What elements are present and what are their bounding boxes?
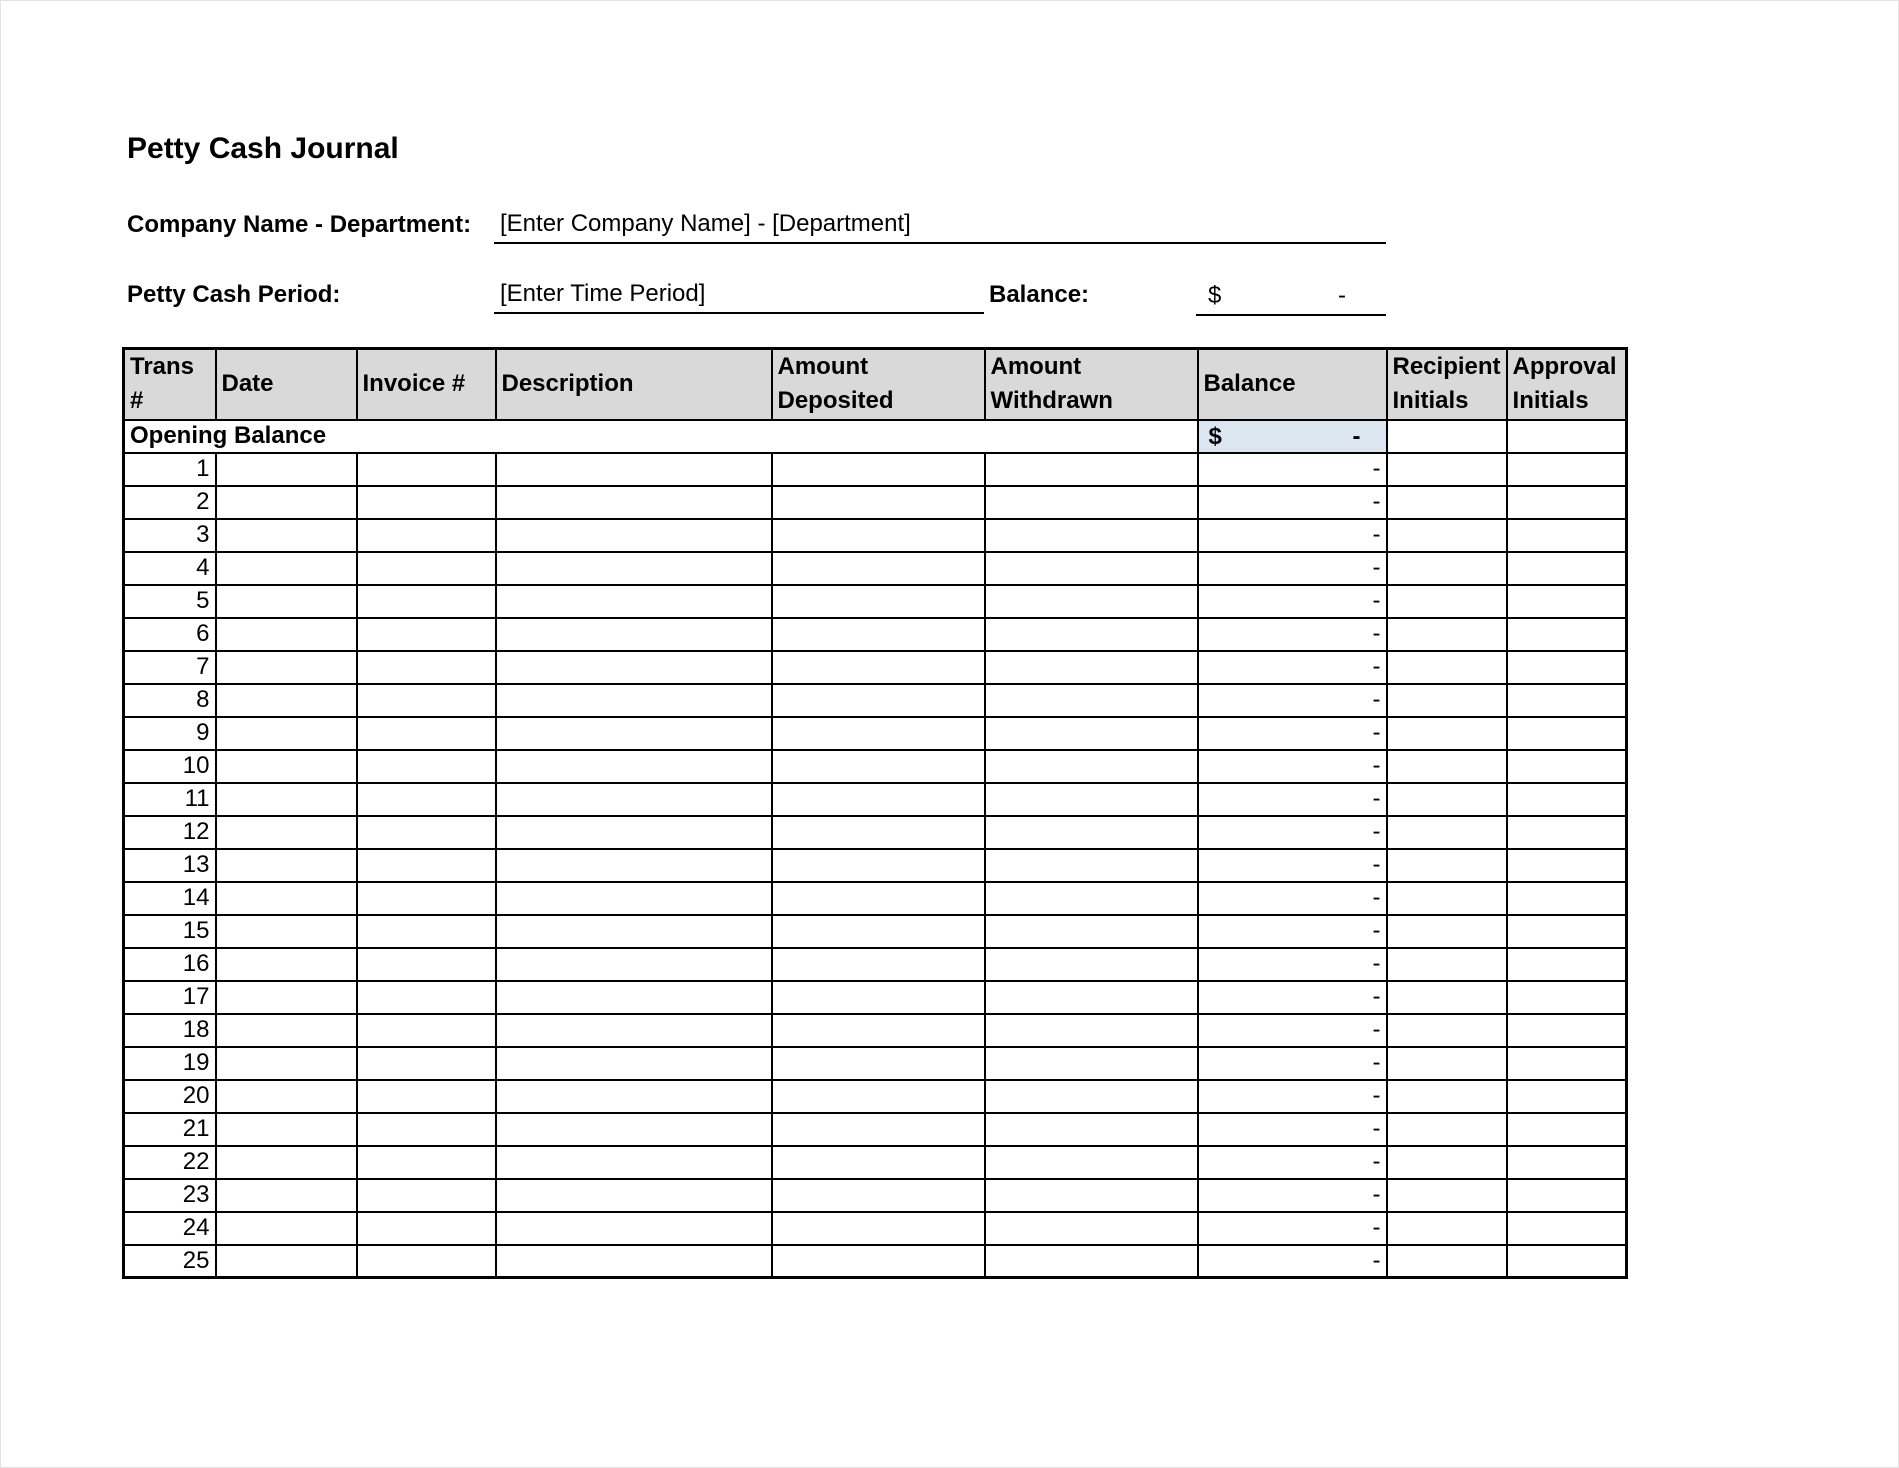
balance-value: - [1338,282,1346,309]
deposited-cell[interactable] [772,618,985,651]
table-row [124,552,1627,585]
recipient-cell[interactable] [1387,750,1507,783]
approval-cell[interactable] [1507,1212,1627,1245]
invoice-cell[interactable] [357,750,496,783]
invoice-cell[interactable] [357,981,496,1014]
balance-cell[interactable]: - [1198,783,1387,816]
withdrawn-cell[interactable] [985,1113,1198,1146]
recipient-cell[interactable] [1387,1047,1507,1080]
period-field[interactable]: [Enter Time Period] [494,278,984,314]
deposited-cell[interactable] [772,684,985,717]
approval-cell[interactable] [1507,1014,1627,1047]
trans-cell[interactable]: 11 [124,783,216,816]
balance-cell[interactable]: - [1198,651,1387,684]
recipient-cell[interactable] [1387,915,1507,948]
withdrawn-cell[interactable] [985,1014,1198,1047]
recipient-cell[interactable] [1387,585,1507,618]
balance-cell[interactable]: - [1198,849,1387,882]
description-cell[interactable] [496,1179,772,1212]
table-row [124,519,1627,552]
balance-cell[interactable]: - [1198,684,1387,717]
journal-table [122,347,1628,1279]
trans-cell[interactable]: 24 [124,1212,216,1245]
recipient-cell[interactable] [1387,948,1507,981]
approval-cell[interactable] [1507,1113,1627,1146]
description-cell[interactable] [496,1113,772,1146]
trans-cell[interactable]: 5 [124,585,216,618]
date-cell[interactable] [216,915,357,948]
trans-cell[interactable]: 7 [124,651,216,684]
company-field[interactable]: [Enter Company Name] - [Department] [494,208,1386,244]
date-cell[interactable] [216,981,357,1014]
withdrawn-cell[interactable] [985,684,1198,717]
table-row [124,816,1627,849]
approval-cell[interactable] [1507,453,1627,486]
withdrawn-cell[interactable] [985,915,1198,948]
invoice-cell[interactable] [357,882,496,915]
deposited-cell[interactable] [772,453,985,486]
table-row [124,1113,1627,1146]
date-cell[interactable] [216,1245,357,1278]
recipient-cell[interactable] [1387,552,1507,585]
recipient-cell[interactable] [1387,1014,1507,1047]
trans-cell[interactable]: 25 [124,1245,216,1278]
withdrawn-cell[interactable] [985,1179,1198,1212]
table-row [124,453,1627,486]
header-trans: Trans # [124,349,216,420]
deposited-cell[interactable] [772,585,985,618]
balance-cell[interactable]: - [1198,1080,1387,1113]
recipient-cell[interactable] [1387,1113,1507,1146]
recipient-cell[interactable] [1387,519,1507,552]
withdrawn-cell[interactable] [985,618,1198,651]
withdrawn-cell[interactable] [985,783,1198,816]
balance-cell[interactable]: - [1198,1146,1387,1179]
deposited-cell[interactable] [772,717,985,750]
opening-balance-currency: $ [1208,422,1222,450]
invoice-cell[interactable] [357,585,496,618]
balance-cell[interactable]: - [1198,618,1387,651]
trans-cell[interactable]: 19 [124,1047,216,1080]
trans-cell[interactable]: 8 [124,684,216,717]
date-cell[interactable] [216,1179,357,1212]
recipient-cell[interactable] [1387,486,1507,519]
table-row [124,750,1627,783]
table-row [124,1014,1627,1047]
recipient-cell[interactable] [1387,849,1507,882]
balance-cell[interactable]: - [1198,1047,1387,1080]
approval-cell[interactable] [1507,1179,1627,1212]
header-balance: Balance [1198,349,1387,420]
table-row [124,1212,1627,1245]
invoice-cell[interactable] [357,1245,496,1278]
recipient-cell[interactable] [1387,651,1507,684]
trans-cell[interactable]: 3 [124,519,216,552]
opening-balance-row [124,420,1627,453]
table-row [124,1179,1627,1212]
description-cell[interactable] [496,783,772,816]
table-row [124,948,1627,981]
approval-cell[interactable] [1507,552,1627,585]
balance-cell[interactable]: - [1198,915,1387,948]
balance-cell[interactable]: - [1198,519,1387,552]
date-cell[interactable] [216,453,357,486]
description-cell[interactable] [496,453,772,486]
date-cell[interactable] [216,1146,357,1179]
invoice-cell[interactable] [357,453,496,486]
description-cell[interactable] [496,618,772,651]
balance-cell[interactable]: - [1198,1179,1387,1212]
date-cell[interactable] [216,750,357,783]
table-row [124,651,1627,684]
deposited-cell[interactable] [772,1080,985,1113]
date-cell[interactable] [216,1080,357,1113]
deposited-cell[interactable] [772,1113,985,1146]
deposited-cell[interactable] [772,1179,985,1212]
description-cell[interactable] [496,552,772,585]
invoice-cell[interactable] [357,1014,496,1047]
approval-cell[interactable] [1507,585,1627,618]
description-cell[interactable] [496,849,772,882]
deposited-cell[interactable] [772,1047,985,1080]
withdrawn-cell[interactable] [985,882,1198,915]
balance-cell[interactable]: - [1198,1245,1387,1278]
description-cell[interactable] [496,1047,772,1080]
recipient-cell[interactable] [1387,1179,1507,1212]
recipient-cell[interactable] [1387,1245,1507,1278]
approval-cell[interactable] [1507,981,1627,1014]
table-row [124,1047,1627,1080]
approval-cell[interactable] [1507,882,1627,915]
header-recipient-initials: Recipient Initials [1387,349,1507,420]
opening-balance-value: - [1352,422,1361,450]
opening-balance-label: Opening Balance [124,420,1198,453]
header-amount-withdrawn: Amount Withdrawn [985,349,1198,420]
withdrawn-cell[interactable] [985,948,1198,981]
withdrawn-cell[interactable] [985,585,1198,618]
trans-cell[interactable]: 18 [124,1014,216,1047]
date-cell[interactable] [216,882,357,915]
invoice-cell[interactable] [357,1212,496,1245]
withdrawn-cell[interactable] [985,816,1198,849]
trans-cell[interactable]: 1 [124,453,216,486]
date-cell[interactable] [216,1113,357,1146]
balance-cell[interactable]: - [1198,717,1387,750]
balance-cell[interactable]: - [1198,1014,1387,1047]
header-amount-deposited: Amount Deposited [772,349,985,420]
description-cell[interactable] [496,1080,772,1113]
table-row [124,915,1627,948]
description-cell[interactable] [496,915,772,948]
date-cell[interactable] [216,519,357,552]
withdrawn-cell[interactable] [985,1047,1198,1080]
date-cell[interactable] [216,684,357,717]
withdrawn-cell[interactable] [985,1080,1198,1113]
deposited-cell[interactable] [772,1212,985,1245]
recipient-cell[interactable] [1387,882,1507,915]
description-cell[interactable] [496,684,772,717]
approval-cell[interactable] [1507,1245,1627,1278]
withdrawn-cell[interactable] [985,651,1198,684]
approval-cell[interactable] [1507,684,1627,717]
date-cell[interactable] [216,948,357,981]
period-label: Petty Cash Period: [127,281,341,308]
header-invoice: Invoice # [357,349,496,420]
date-cell[interactable] [216,849,357,882]
withdrawn-cell[interactable] [985,981,1198,1014]
approval-cell[interactable] [1507,783,1627,816]
trans-cell[interactable]: 15 [124,915,216,948]
table-row [124,486,1627,519]
approval-cell[interactable] [1507,519,1627,552]
description-cell[interactable] [496,585,772,618]
approval-cell[interactable] [1507,486,1627,519]
balance-cell[interactable]: - [1198,453,1387,486]
trans-cell[interactable]: 13 [124,849,216,882]
trans-cell[interactable]: 23 [124,1179,216,1212]
recipient-cell[interactable] [1387,1080,1507,1113]
date-cell[interactable] [216,651,357,684]
description-cell[interactable] [496,750,772,783]
trans-cell[interactable]: 20 [124,1080,216,1113]
approval-cell[interactable] [1507,816,1627,849]
deposited-cell[interactable] [772,948,985,981]
balance-cell[interactable]: - [1198,486,1387,519]
date-cell[interactable] [216,486,357,519]
opening-approval-cell[interactable] [1507,420,1627,453]
description-cell[interactable] [496,948,772,981]
balance-cell[interactable]: - [1198,948,1387,981]
withdrawn-cell[interactable] [985,486,1198,519]
description-cell[interactable] [496,486,772,519]
description-cell[interactable] [496,1146,772,1179]
deposited-cell[interactable] [772,849,985,882]
withdrawn-cell[interactable] [985,552,1198,585]
description-cell[interactable] [496,981,772,1014]
deposited-cell[interactable] [772,1014,985,1047]
opening-recipient-cell[interactable] [1387,420,1507,453]
date-cell[interactable] [216,816,357,849]
header-date: Date [216,349,357,420]
deposited-cell[interactable] [772,816,985,849]
deposited-cell[interactable] [772,486,985,519]
invoice-cell[interactable] [357,486,496,519]
approval-cell[interactable] [1507,1080,1627,1113]
date-cell[interactable] [216,717,357,750]
table-row [124,618,1627,651]
invoice-cell[interactable] [357,618,496,651]
deposited-cell[interactable] [772,519,985,552]
balance-currency: $ [1208,282,1222,309]
table-row [124,1146,1627,1179]
withdrawn-cell[interactable] [985,453,1198,486]
invoice-cell[interactable] [357,915,496,948]
date-cell[interactable] [216,618,357,651]
opening-balance-cell[interactable] [1198,420,1387,453]
trans-cell[interactable]: 4 [124,552,216,585]
recipient-cell[interactable] [1387,981,1507,1014]
approval-cell[interactable] [1507,717,1627,750]
balance-field[interactable] [1196,280,1386,316]
date-cell[interactable] [216,1014,357,1047]
invoice-cell[interactable] [357,1080,496,1113]
deposited-cell[interactable] [772,783,985,816]
invoice-cell[interactable] [357,849,496,882]
invoice-cell[interactable] [357,519,496,552]
invoice-cell[interactable] [357,552,496,585]
balance-label: Balance: [989,281,1090,308]
deposited-cell[interactable] [772,882,985,915]
balance-cell[interactable]: - [1198,552,1387,585]
trans-cell[interactable]: 21 [124,1113,216,1146]
balance-cell[interactable]: - [1198,882,1387,915]
recipient-cell[interactable] [1387,1146,1507,1179]
deposited-cell[interactable] [772,750,985,783]
table-row [124,783,1627,816]
recipient-cell[interactable] [1387,816,1507,849]
trans-cell[interactable]: 9 [124,717,216,750]
approval-cell[interactable] [1507,1146,1627,1179]
deposited-cell[interactable] [772,1146,985,1179]
header-description: Description [496,349,772,420]
recipient-cell[interactable] [1387,618,1507,651]
table-row [124,981,1627,1014]
balance-cell[interactable]: - [1198,1113,1387,1146]
balance-cell[interactable]: - [1198,1212,1387,1245]
approval-cell[interactable] [1507,750,1627,783]
company-label: Company Name - Department: [127,211,472,238]
withdrawn-cell[interactable] [985,750,1198,783]
description-cell[interactable] [496,651,772,684]
table-row [124,585,1627,618]
table-row [124,849,1627,882]
deposited-cell[interactable] [772,981,985,1014]
date-cell[interactable] [216,585,357,618]
description-cell[interactable] [496,816,772,849]
withdrawn-cell[interactable] [985,1245,1198,1278]
trans-cell[interactable]: 16 [124,948,216,981]
table-row [124,1245,1627,1278]
recipient-cell[interactable] [1387,684,1507,717]
description-cell[interactable] [496,717,772,750]
header-row [124,349,1627,420]
table-row [124,684,1627,717]
invoice-cell[interactable] [357,1146,496,1179]
invoice-cell[interactable] [357,1113,496,1146]
balance-cell[interactable]: - [1198,585,1387,618]
withdrawn-cell[interactable] [985,717,1198,750]
table-row [124,882,1627,915]
description-cell[interactable] [496,1212,772,1245]
balance-cell[interactable]: - [1198,816,1387,849]
deposited-cell[interactable] [772,552,985,585]
withdrawn-cell[interactable] [985,1146,1198,1179]
header-approval-initials: Approval Initials [1507,349,1627,420]
table-row [124,717,1627,750]
date-cell[interactable] [216,1047,357,1080]
description-cell[interactable] [496,1245,772,1278]
invoice-cell[interactable] [357,948,496,981]
invoice-cell[interactable] [357,684,496,717]
trans-cell[interactable]: 22 [124,1146,216,1179]
recipient-cell[interactable] [1387,453,1507,486]
date-cell[interactable] [216,783,357,816]
recipient-cell[interactable] [1387,783,1507,816]
approval-cell[interactable] [1507,849,1627,882]
trans-cell[interactable]: 17 [124,981,216,1014]
trans-cell[interactable]: 10 [124,750,216,783]
date-cell[interactable] [216,552,357,585]
deposited-cell[interactable] [772,651,985,684]
approval-cell[interactable] [1507,651,1627,684]
date-cell[interactable] [216,1212,357,1245]
description-cell[interactable] [496,882,772,915]
invoice-cell[interactable] [357,816,496,849]
deposited-cell[interactable] [772,1245,985,1278]
trans-cell[interactable]: 12 [124,816,216,849]
table-row [124,1080,1627,1113]
withdrawn-cell[interactable] [985,519,1198,552]
withdrawn-cell[interactable] [985,1212,1198,1245]
invoice-cell[interactable] [357,783,496,816]
invoice-cell[interactable] [357,1047,496,1080]
approval-cell[interactable] [1507,948,1627,981]
recipient-cell[interactable] [1387,717,1507,750]
recipient-cell[interactable] [1387,1212,1507,1245]
page-title: Petty Cash Journal [127,132,399,165]
invoice-cell[interactable] [357,717,496,750]
withdrawn-cell[interactable] [985,849,1198,882]
description-cell[interactable] [496,1014,772,1047]
approval-cell[interactable] [1507,618,1627,651]
trans-cell[interactable]: 6 [124,618,216,651]
trans-cell[interactable]: 14 [124,882,216,915]
description-cell[interactable] [496,519,772,552]
approval-cell[interactable] [1507,915,1627,948]
invoice-cell[interactable] [357,651,496,684]
deposited-cell[interactable] [772,915,985,948]
trans-cell[interactable]: 2 [124,486,216,519]
approval-cell[interactable] [1507,1047,1627,1080]
balance-cell[interactable]: - [1198,750,1387,783]
invoice-cell[interactable] [357,1179,496,1212]
balance-cell[interactable]: - [1198,981,1387,1014]
